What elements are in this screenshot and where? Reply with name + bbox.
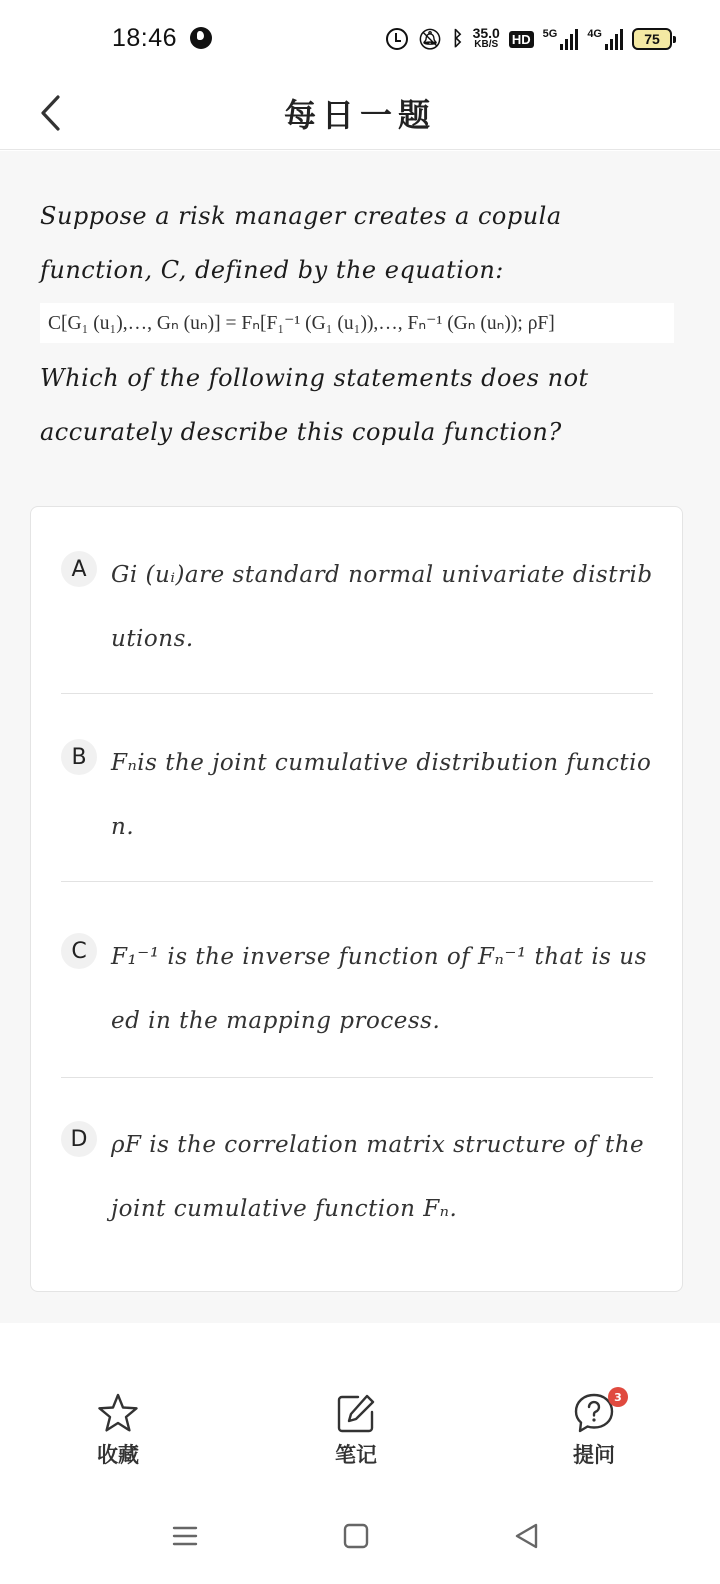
ask-button[interactable] xyxy=(534,1391,654,1471)
option-letter: D xyxy=(61,1121,97,1157)
signal-4g-icon xyxy=(587,28,623,50)
status-icons xyxy=(386,24,672,54)
triangle-back-icon xyxy=(502,1511,552,1561)
options-card xyxy=(30,506,683,1292)
option-text: F₁⁻¹ is the inverse function of Fₙ⁻¹ that is used in the mapping process. xyxy=(111,944,647,1034)
mute-icon: 🔕︎ xyxy=(417,28,443,51)
divider xyxy=(61,881,653,882)
status-bar xyxy=(0,0,720,76)
favorite-button[interactable] xyxy=(58,1391,178,1471)
signal-4g-label: 4G xyxy=(587,28,602,40)
question-formula: C[G₁ (u₁),…, Gₙ (uₙ)] = Fₙ[F₁⁻¹ (G₁ (u₁)),…, Fₙ⁻¹ (Gₙ (uₙ)); ρF] xyxy=(40,303,674,343)
menu-icon xyxy=(160,1511,210,1561)
menu-button[interactable] xyxy=(160,1511,210,1561)
divider xyxy=(61,693,653,694)
ask-label: 提问 xyxy=(573,1443,615,1467)
battery-icon: 75 xyxy=(632,28,672,50)
network-speed xyxy=(473,27,500,51)
question-content xyxy=(0,151,720,1323)
option-text: Fₙis the joint cumulative distribution function. xyxy=(111,750,652,840)
option-letter: B xyxy=(61,739,97,775)
network-speed-value: 35.0 xyxy=(472,25,500,41)
option-letter: C xyxy=(61,933,97,969)
bottom-toolbar xyxy=(0,1323,720,1493)
favorite-label: 收藏 xyxy=(97,1443,139,1467)
hd-badge: HD xyxy=(509,31,534,48)
status-time: 18:46 xyxy=(112,24,178,52)
option-letter: A xyxy=(61,551,97,587)
edit-icon xyxy=(334,1391,378,1435)
signal-5g-icon xyxy=(543,28,579,50)
question-prompt: Which of the following statements does not accurately describe this copula function? xyxy=(40,364,589,446)
home-icon xyxy=(331,1511,381,1561)
bluetooth-icon: ᛒ xyxy=(451,27,464,50)
network-speed-unit: KB/S xyxy=(474,39,499,50)
notes-label: 笔记 xyxy=(335,1443,377,1467)
nav-bar xyxy=(0,76,720,150)
alarm-icon xyxy=(386,28,408,50)
option-text: ρF is the correlation matrix structure of the joint cumulative function Fₙ. xyxy=(111,1132,645,1222)
notes-button[interactable] xyxy=(296,1391,416,1471)
system-nav-bar xyxy=(0,1493,720,1584)
divider xyxy=(61,1077,653,1078)
option-text: Gi (uᵢ)are standard normal univariate distributions. xyxy=(111,562,653,652)
globe-icon xyxy=(190,27,212,49)
question-intro: Suppose a risk manager creates a copula function, C, defined by the equation: xyxy=(40,202,562,284)
home-button[interactable] xyxy=(331,1511,381,1561)
star-icon xyxy=(96,1391,140,1435)
signal-5g-label: 5G xyxy=(542,28,558,40)
page-title: 每日一题 xyxy=(283,96,436,134)
system-back-button[interactable] xyxy=(502,1511,552,1561)
ask-badge: 3 xyxy=(608,1387,628,1407)
